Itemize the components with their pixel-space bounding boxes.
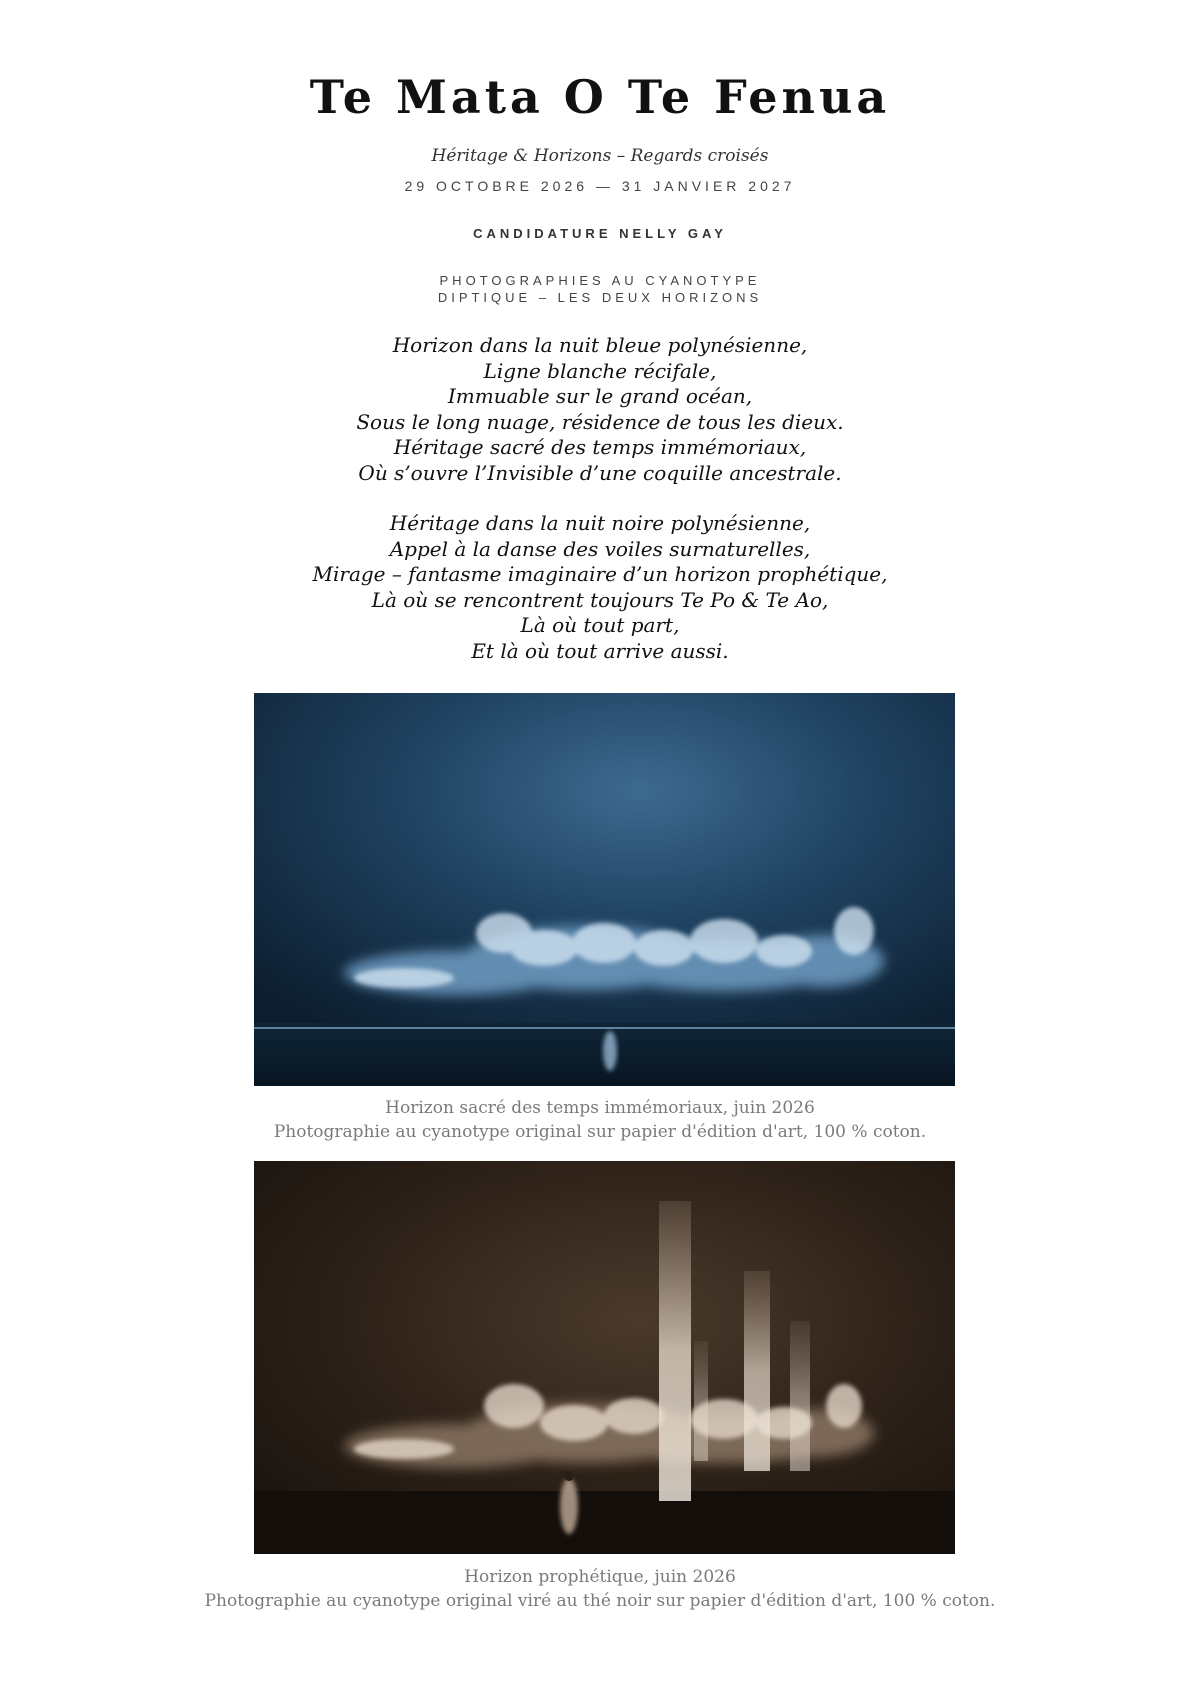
medium-line: DIPTIQUE – LES DEUX HORIZONS: [437, 290, 763, 305]
poem-line: Ligne blanche récifale,: [483, 358, 717, 383]
cyanotype-photo-blue-image: [254, 693, 955, 1086]
caption-title: Horizon prophétique, juin 2026: [464, 1567, 736, 1587]
poem-line: Sous le long nuage, résidence de tous les dieux.: [356, 409, 844, 434]
poem-line: Héritage dans la nuit noire polynésienne,: [389, 511, 811, 535]
medium-label: [0, 272, 1200, 306]
poem-line: Immuable sur le grand océan,: [447, 384, 753, 408]
exhibition-dates: 29 OCTOBRE 2026 — 31 JANVIER 2027: [404, 178, 796, 194]
cyanotype-photo-blue: [254, 693, 955, 1086]
poem-line: Mirage – fantasme imaginaire d’un horizon prophétique,: [312, 562, 888, 586]
candidature-label: CANDIDATURE NELLY GAY: [473, 226, 727, 241]
page-title: Te Mata O Te Fenua: [309, 70, 891, 124]
poem-line: Et là où tout arrive aussi.: [471, 638, 729, 663]
cyanotype-photo-sepia: [254, 1161, 955, 1554]
subtitle: Héritage & Horizons – Regards croisés: [431, 146, 769, 166]
medium-line: PHOTOGRAPHIES AU CYANOTYPE: [439, 273, 761, 288]
cyanotype-photo-sepia-image: [254, 1161, 955, 1554]
photo-caption-1: [0, 1096, 1200, 1144]
poem-line: Appel à la danse des voiles surnaturelles,: [389, 536, 811, 561]
poem-line: Là où tout part,: [520, 613, 680, 637]
caption-title: Horizon sacré des temps immémoriaux, juin 2026: [385, 1098, 815, 1118]
photo-caption-2: [0, 1565, 1200, 1613]
poem-line: Héritage sacré des temps immémoriaux,: [393, 435, 807, 459]
caption-description: Photographie au cyanotype original sur papier d'édition d'art, 100 % coton.: [273, 1122, 927, 1142]
caption-description: Photographie au cyanotype original viré au thé noir sur papier d'édition d'art, 100 % coton.: [204, 1591, 996, 1611]
poem-line: Là où se rencontrent toujours Te Po & Te Ao,: [371, 587, 829, 612]
poem-stanza-1: [0, 333, 1200, 486]
poem-line: Où s’ouvre l’Invisible d’une coquille ancestrale.: [358, 460, 842, 485]
poem-stanza-2: [0, 511, 1200, 664]
poem-line: Horizon dans la nuit bleue polynésienne,: [392, 333, 808, 357]
